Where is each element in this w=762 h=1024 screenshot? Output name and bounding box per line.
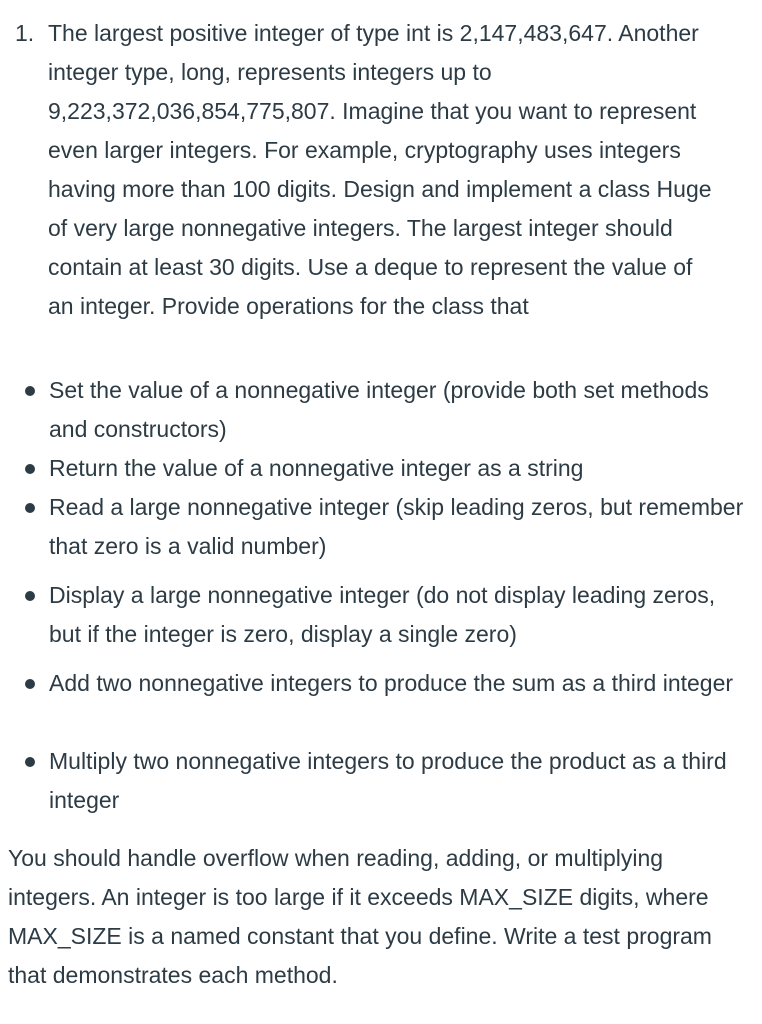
- bullet-dot: [25, 386, 35, 396]
- operation-text: Set the value of a nonnegative integer (provide both set methods and constructors): [49, 377, 709, 442]
- problem-number: 1.: [15, 20, 35, 46]
- bullet-dot: [25, 679, 35, 689]
- operation-text: Multiply two nonnegative integers to produce the product as a third integer: [49, 748, 727, 813]
- bullet-dot: [25, 591, 35, 601]
- bullet-dot: [25, 757, 35, 767]
- operation-text: Add two nonnegative integers to produce the sum as a third integer: [49, 670, 734, 696]
- problem-statement: [15, 14, 750, 326]
- bullet-dot: [25, 503, 35, 513]
- bullet-dot: [25, 464, 35, 474]
- operation-text: Return the value of a nonnegative integer as a string: [49, 455, 584, 481]
- operation-text: Read a large nonnegative integer (skip leading zeros, but remember that zero is a valid number): [49, 494, 744, 559]
- problem-text: The largest positive integer of type int is 2,147,483,647. Another integer type, long, represents integers up to 9,223,372,036,854,775,807. Imagine that you want to represent even larger integers. For example, cryptography uses integers having more than 100 digits. Design and implement a class Huge of very large nonnegative integers. The largest integer should contain at least 30 digits. Use a deque to represent the value of an integer. Provide operations for the class that: [48, 20, 712, 319]
- closing-paragraph: You should handle overflow when reading, adding, or multiplying integers. An integer is too large if it exceeds MAX_SIZE digits, where MAX_SIZE is a named constant that you define. Write a test program that demonstrates each method.: [8, 845, 712, 988]
- operation-text: Display a large nonnegative integer (do not display leading zeros, but if the integer is zero, display a single zero): [49, 582, 716, 647]
